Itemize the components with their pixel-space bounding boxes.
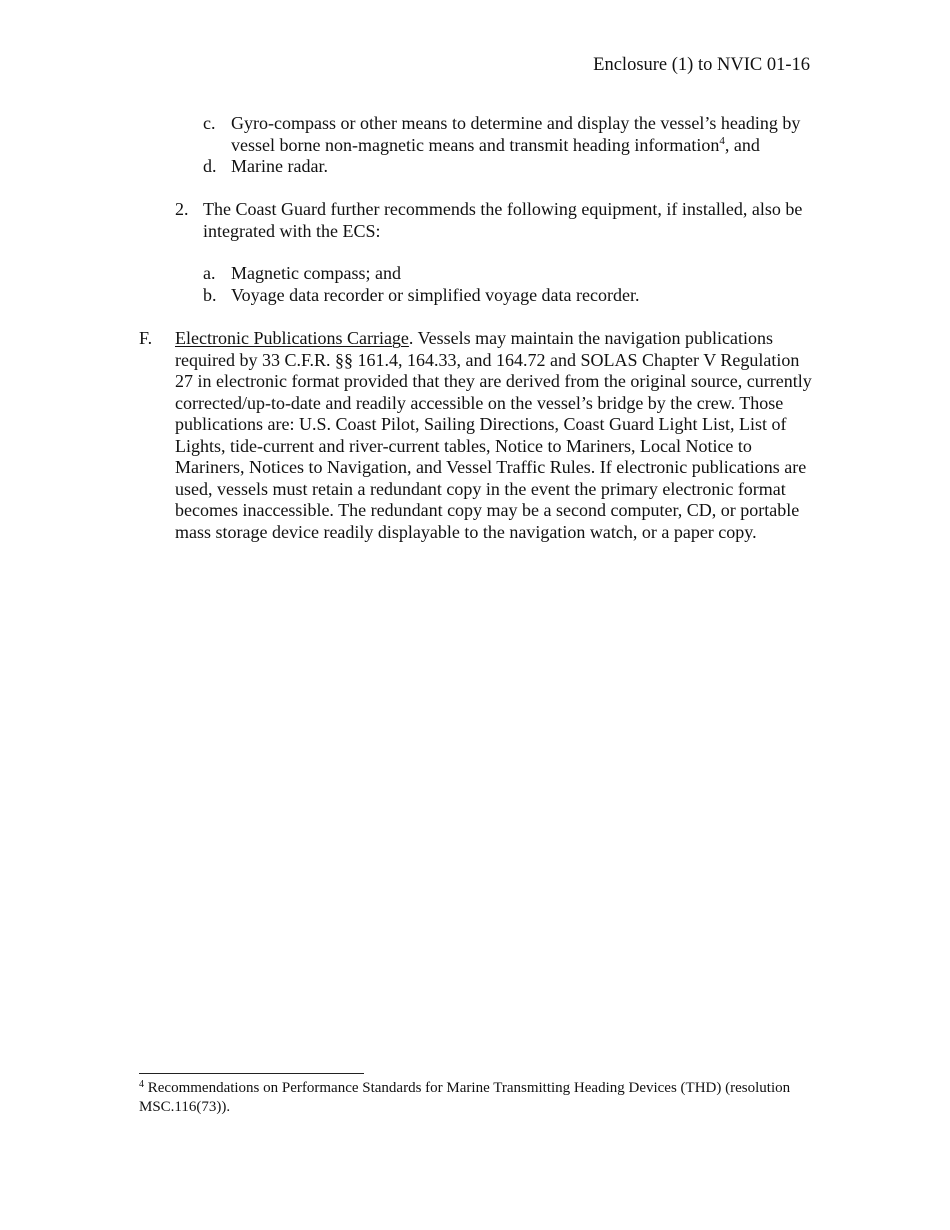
list-marker-d: d. [203, 156, 217, 176]
section-marker-f: F. [139, 328, 153, 348]
list-item-d [203, 156, 815, 178]
list-item-c-body: Gyro-compass or other means to determine and display the vessel’s heading by vessel borne non-magnetic means and transmit heading information [231, 113, 801, 155]
list-item-2b [203, 285, 815, 307]
footnote-4 [139, 1079, 819, 1117]
list-item-2b-text: Voyage data recorder or simplified voyage data recorder. [231, 285, 640, 305]
footnote-separator [139, 1073, 364, 1074]
section-f-paragraph [175, 328, 815, 543]
section-f-body: . Vessels may maintain the navigation publications required by 33 C.F.R. §§ 161.4, 164.33, and 164.72 and SOLAS Chapter V Regulation 27 in electronic format provided that they are derived from the original source, currently corrected/up-to-date and readily accessible on the vessel’s bridge by the crew. Those publications are: U.S. Coast Pilot, Sailing Directions, Coast Guard Light List, List of Lights, tide-current and river-current tables, Notice to Mariners, Local Notice to Mariners, Notices to Navigation, and Vessel Traffic Rules. If electronic publications are used, vessels must retain a redundant copy in the event the primary electronic format becomes inaccessible. The redundant copy may be a second computer, CD, or portable mass storage device readily displayable to the navigation watch, or a paper copy. [175, 328, 812, 542]
footnote-number: 4 [139, 1079, 144, 1090]
list-marker-c: c. [203, 113, 216, 133]
list-item-c-ending: , and [724, 134, 760, 155]
enclosure-header: Enclosure (1) to NVIC 01-16 [593, 55, 810, 75]
list-item-c-text [231, 113, 815, 156]
list-item-d-text: Marine radar. [231, 156, 328, 176]
list-marker-a: a. [203, 263, 216, 283]
footnote-reference-4[interactable]: 4 [719, 134, 725, 147]
numbered-marker-2: 2. [175, 199, 189, 219]
list-item-c [203, 113, 815, 156]
footnote-text: Recommendations on Performance Standards for Marine Transmitting Heading Devices (THD) (resolution MSC.116(73)). [139, 1080, 791, 1115]
list-item-2a-text: Magnetic compass; and [231, 263, 401, 283]
numbered-item-2-text: The Coast Guard further recommends the following equipment, if installed, also be integrated with the ECS: [203, 199, 803, 241]
numbered-item-2 [175, 199, 815, 242]
section-f [139, 328, 815, 543]
section-f-heading: Electronic Publications Carriage [175, 328, 409, 348]
list-item-2a [203, 263, 815, 285]
list-marker-b: b. [203, 285, 217, 305]
